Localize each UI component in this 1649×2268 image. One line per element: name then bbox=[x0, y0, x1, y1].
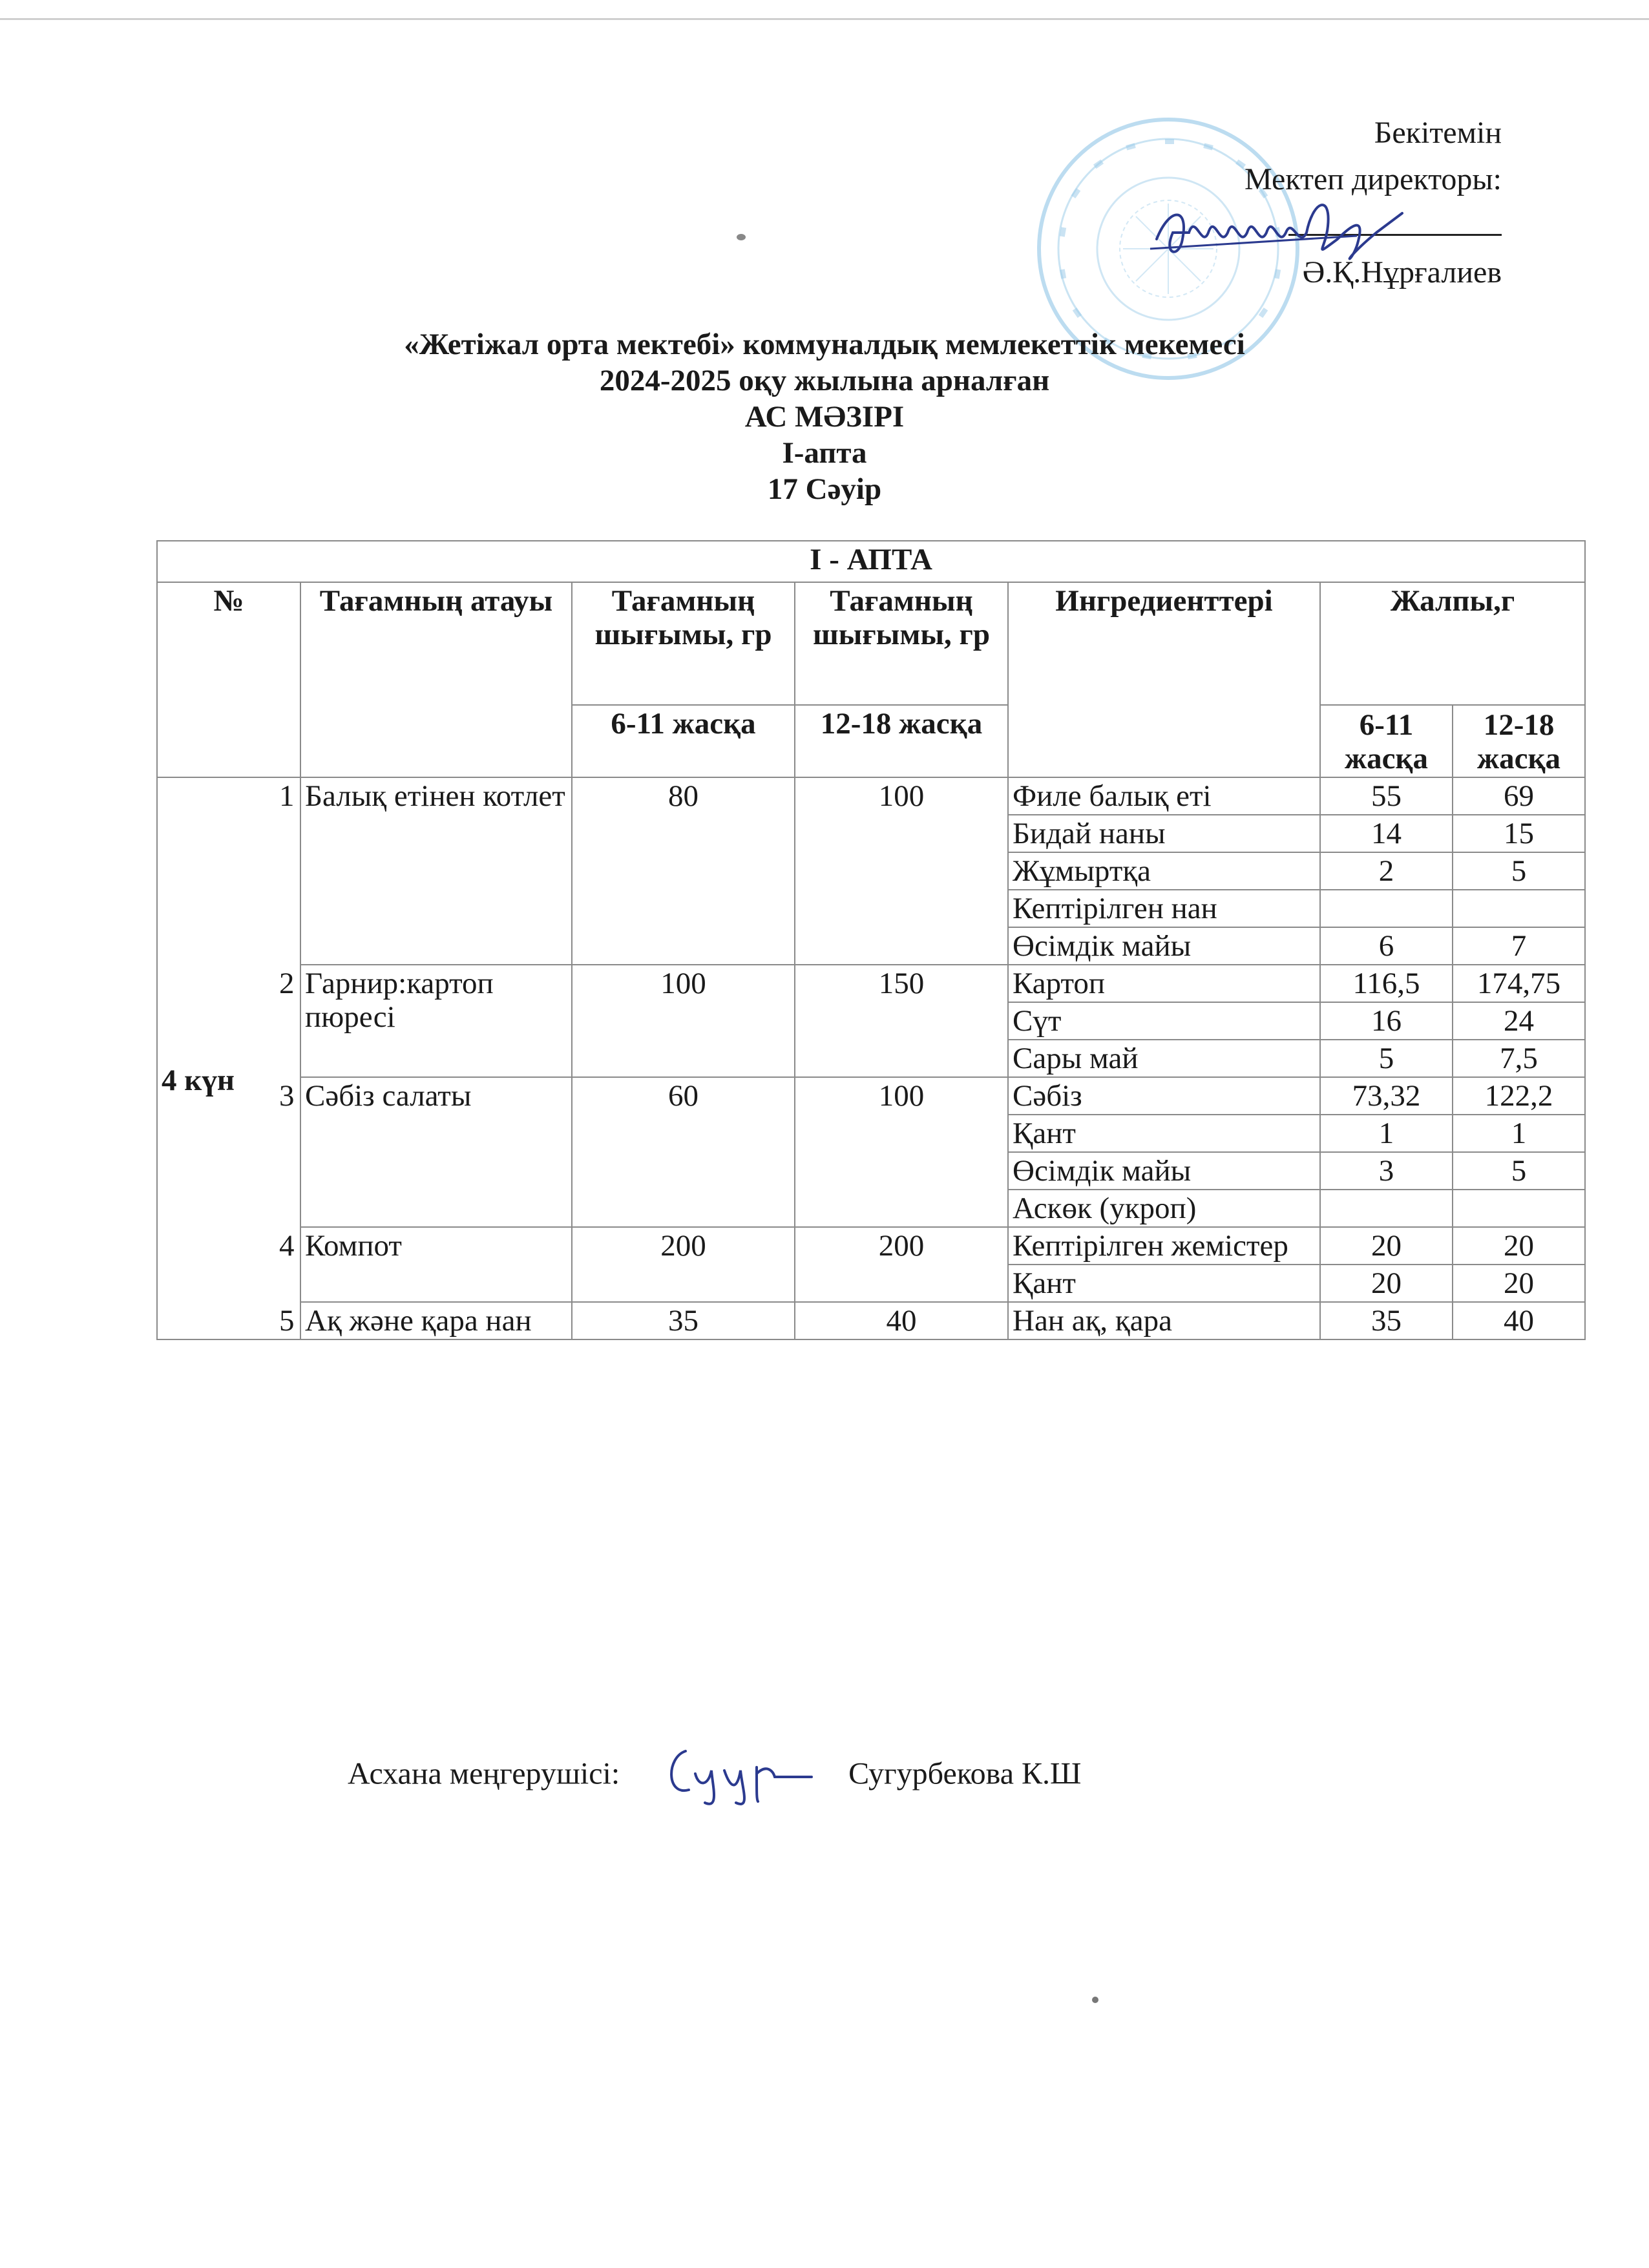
dish-name-cell bbox=[279, 1302, 572, 1339]
ingredient-total-12-18: 122,2 bbox=[1453, 1077, 1585, 1115]
ingredient-total-6-11 bbox=[1320, 890, 1453, 927]
school-year: 2024-2025 оқу жылына арналған bbox=[599, 364, 1050, 397]
ingredient-total-6-11: 20 bbox=[1320, 1227, 1453, 1265]
dish-name-cell bbox=[279, 1077, 572, 1227]
ingredient-total-6-11: 116,5 bbox=[1320, 965, 1453, 1002]
header-total-age-12-18: 12-18 жасқа bbox=[1453, 705, 1585, 777]
menu-date: 17 Сәуір bbox=[767, 472, 882, 506]
ingredient-total-6-11: 20 bbox=[1320, 1265, 1453, 1302]
ingredient-name: Картоп bbox=[1008, 965, 1320, 1002]
document-heading bbox=[0, 326, 1649, 507]
ingredient-total-12-18: 15 bbox=[1453, 815, 1585, 852]
week-label: І-апта bbox=[782, 436, 867, 470]
ingredient-name: Өсімдік майы bbox=[1008, 927, 1320, 965]
ingredient-name: Кептірілген жемістер bbox=[1008, 1227, 1320, 1265]
ingredient-name: Қант bbox=[1008, 1115, 1320, 1152]
dish-name: Балық етінен котлет bbox=[305, 779, 565, 813]
ingredient-name: Сүт bbox=[1008, 1002, 1320, 1040]
footer-role: Асхана меңгерушісі: bbox=[348, 1756, 620, 1791]
cook-signature-icon bbox=[660, 1738, 815, 1809]
table-row bbox=[157, 1227, 1585, 1265]
header-age-12-18: 12-18 жасқа bbox=[795, 705, 1008, 777]
ingredient-total-12-18 bbox=[1453, 890, 1585, 927]
table-row bbox=[157, 965, 1585, 1002]
day-label: 4 күн bbox=[157, 777, 300, 1339]
ingredient-total-12-18: 7,5 bbox=[1453, 1040, 1585, 1077]
dish-name-cell bbox=[279, 965, 572, 1077]
ingredient-name: Бидай наны bbox=[1008, 815, 1320, 852]
ingredient-name: Жұмыртқа bbox=[1008, 852, 1320, 890]
scan-speck bbox=[1092, 1997, 1098, 2003]
ingredient-total-6-11: 2 bbox=[1320, 852, 1453, 890]
ingredient-total-6-11: 55 bbox=[1320, 777, 1453, 815]
ingredient-total-6-11: 35 bbox=[1320, 1302, 1453, 1339]
dish-yield-6-11: 200 bbox=[572, 1227, 795, 1302]
dish-name: Ақ және қара нан bbox=[305, 1304, 532, 1338]
school-name: «Жетіжал орта мектебі» коммуналдық мемлекеттік мекемесі bbox=[404, 328, 1245, 361]
ingredient-total-12-18 bbox=[1453, 1190, 1585, 1227]
ingredient-total-12-18: 40 bbox=[1453, 1302, 1585, 1339]
header-total-age-6-11: 6-11 жасқа bbox=[1320, 705, 1453, 777]
ingredient-total-12-18: 20 bbox=[1453, 1227, 1585, 1265]
dish-number: 2 bbox=[279, 967, 295, 1000]
director-signature-icon bbox=[1144, 187, 1415, 278]
ingredient-total-6-11: 1 bbox=[1320, 1115, 1453, 1152]
ingredient-total-12-18: 1 bbox=[1453, 1115, 1585, 1152]
ingredient-total-6-11: 3 bbox=[1320, 1152, 1453, 1190]
dish-number: 4 bbox=[279, 1229, 295, 1263]
ingredient-name: Қант bbox=[1008, 1265, 1320, 1302]
footer-person: Сугурбекова К.Ш bbox=[848, 1756, 1082, 1791]
dish-number: 5 bbox=[279, 1304, 295, 1338]
footer-signature bbox=[348, 1738, 1081, 1809]
dish-number: 1 bbox=[279, 779, 295, 813]
dish-yield-6-11: 100 bbox=[572, 965, 795, 1077]
ingredient-name: Сары май bbox=[1008, 1040, 1320, 1077]
dish-name-cell bbox=[279, 777, 572, 965]
header-yield-1: Тағамның шығымы, гр bbox=[572, 582, 795, 705]
dish-yield-6-11: 60 bbox=[572, 1077, 795, 1227]
ingredient-total-12-18: 20 bbox=[1453, 1265, 1585, 1302]
header-age-6-11: 6-11 жасқа bbox=[572, 705, 795, 777]
dish-yield-12-18: 200 bbox=[795, 1227, 1008, 1302]
header-yield-2: Тағамның шығымы, гр bbox=[795, 582, 1008, 705]
ingredient-name: Кептірілген нан bbox=[1008, 890, 1320, 927]
ingredient-total-12-18: 5 bbox=[1453, 852, 1585, 890]
ingredient-total-6-11: 5 bbox=[1320, 1040, 1453, 1077]
header-num: № bbox=[157, 582, 300, 777]
ingredient-total-6-11: 6 bbox=[1320, 927, 1453, 965]
ingredient-total-6-11 bbox=[1320, 1190, 1453, 1227]
ingredient-name: Сәбіз bbox=[1008, 1077, 1320, 1115]
week-title: І - АПТА bbox=[157, 541, 1585, 582]
ingredient-total-12-18: 7 bbox=[1453, 927, 1585, 965]
ingredient-total-12-18: 5 bbox=[1453, 1152, 1585, 1190]
menu-title: АС МӘЗІРІ bbox=[744, 400, 905, 434]
approval-position: Мектеп директоры: bbox=[1244, 162, 1502, 196]
scan-speck bbox=[737, 234, 746, 240]
header-total: Жалпы,г bbox=[1320, 582, 1585, 705]
ingredient-name: Өсімдік майы bbox=[1008, 1152, 1320, 1190]
menu-table bbox=[156, 540, 1586, 1340]
table-row bbox=[157, 777, 1585, 815]
dish-yield-12-18: 40 bbox=[795, 1302, 1008, 1339]
table-row bbox=[157, 1077, 1585, 1115]
dish-yield-6-11: 35 bbox=[572, 1302, 795, 1339]
dish-number: 3 bbox=[279, 1079, 295, 1113]
ingredient-total-12-18: 69 bbox=[1453, 777, 1585, 815]
ingredient-total-12-18: 24 bbox=[1453, 1002, 1585, 1040]
table-row bbox=[157, 1302, 1585, 1339]
dish-name: Компот bbox=[305, 1229, 402, 1263]
ingredient-total-12-18: 174,75 bbox=[1453, 965, 1585, 1002]
dish-name: Гарнир:картоп пюресі bbox=[305, 967, 494, 1034]
scan-edge-line bbox=[0, 18, 1649, 20]
dish-yield-12-18: 150 bbox=[795, 965, 1008, 1077]
ingredient-total-6-11: 16 bbox=[1320, 1002, 1453, 1040]
header-dish-name: Тағамның атауы bbox=[300, 582, 572, 777]
dish-name: Сәбіз салаты bbox=[305, 1079, 472, 1113]
header-ingredients: Ингредиенттері bbox=[1008, 582, 1320, 777]
dish-yield-12-18: 100 bbox=[795, 777, 1008, 965]
dish-name-cell bbox=[279, 1227, 572, 1302]
dish-yield-6-11: 80 bbox=[572, 777, 795, 965]
ingredient-name: Аскөк (укроп) bbox=[1008, 1190, 1320, 1227]
ingredient-name: Филе балық еті bbox=[1008, 777, 1320, 815]
ingredient-total-6-11: 14 bbox=[1320, 815, 1453, 852]
dish-yield-12-18: 100 bbox=[795, 1077, 1008, 1227]
ingredient-total-6-11: 73,32 bbox=[1320, 1077, 1453, 1115]
ingredient-name: Нан ақ, қара bbox=[1008, 1302, 1320, 1339]
approval-title: Бекітемін bbox=[1374, 116, 1502, 150]
director-name: Ә.Қ.Нұрғалиев bbox=[1302, 255, 1502, 289]
